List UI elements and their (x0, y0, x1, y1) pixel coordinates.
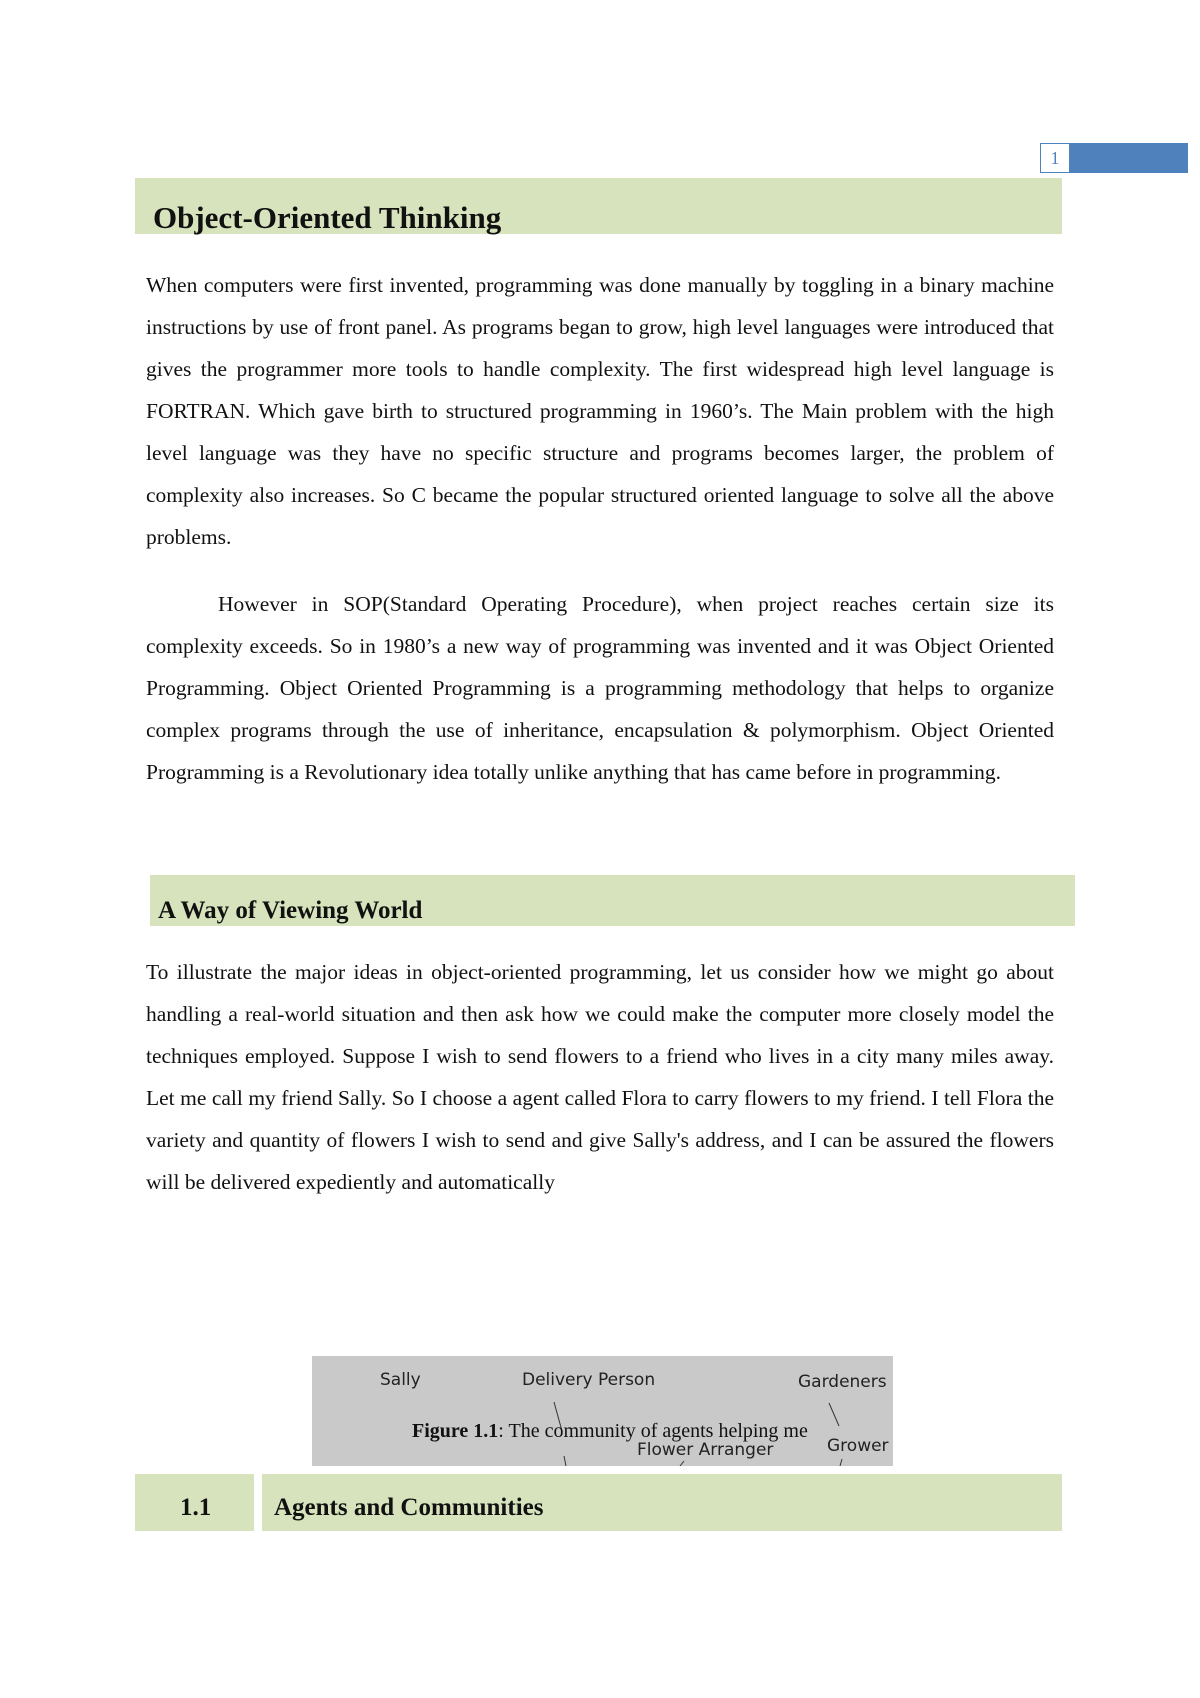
heading-world-band (150, 875, 1075, 926)
paragraph-2: However in SOP(Standard Operating Procedure), when project reaches certain size its complexity exceeds. So in 1980’s a new way of programming was invented and it was Object Oriented Programming. Object Oriented Programming is a programming methodology that helps to organize complex programs through the use of inheritance, encapsulation & polymorphism. Object Oriented Programming is a Revolutionary idea totally unlike anything that has came before in programming. (146, 592, 1054, 784)
paragraph-1: When computers were first invented, programming was done manually by toggling in a binary machine instructions by use of front panel. As programs began to grow, high level languages were introduced that gives the programmer more tools to handle complexity. The first widespread high level language is FORTRAN. Which gave birth to structured programming in 1960’s. The Main problem with the high level language was they have no specific structure and programs becomes larger, the problem of complexity also increases. So C became the popular structured oriented language to solve all the above problems. (146, 273, 1054, 549)
figure-caption-label: Figure 1.1 (412, 1420, 499, 1442)
section-title: Agents and Communities (274, 1494, 544, 1521)
figure-label-gardeners: Gardeners (798, 1372, 887, 1392)
heading-main: Object-Oriented Thinking (153, 200, 502, 235)
figure-caption (412, 1420, 808, 1443)
paragraph-3: To illustrate the major ideas in object-oriented programming, let us consider how we might go about handling a real-world situation and then ask how we could make the computer more closely model the techniques employed. Suppose I wish to send flowers to a friend who lives in a city many miles away. Let me call my friend Sally. So I choose a agent called Flora to carry flowers to my friend. I tell Flora the variety and quantity of flowers I wish to send and give Sally's address, and I can be assured the flowers will be delivered expediently and automatically (146, 960, 1054, 1194)
figure-label-sally: Sally (380, 1370, 421, 1390)
heading-main-band (135, 178, 1062, 234)
figure-label-delivery-person: Delivery Person (522, 1370, 656, 1390)
section-title-band (262, 1474, 1062, 1531)
section-number-band (135, 1474, 254, 1531)
figure-label-flower-arranger: Flower Arranger (637, 1440, 774, 1460)
community-figure (312, 1356, 893, 1466)
page-number: 1 (1040, 143, 1070, 173)
section-number: 1.1 (180, 1494, 212, 1521)
figure-label-grower: Grower (827, 1436, 889, 1456)
figure-caption-text: : The community of agents helping me (498, 1420, 808, 1442)
heading-world: A Way of Viewing World (158, 897, 423, 924)
